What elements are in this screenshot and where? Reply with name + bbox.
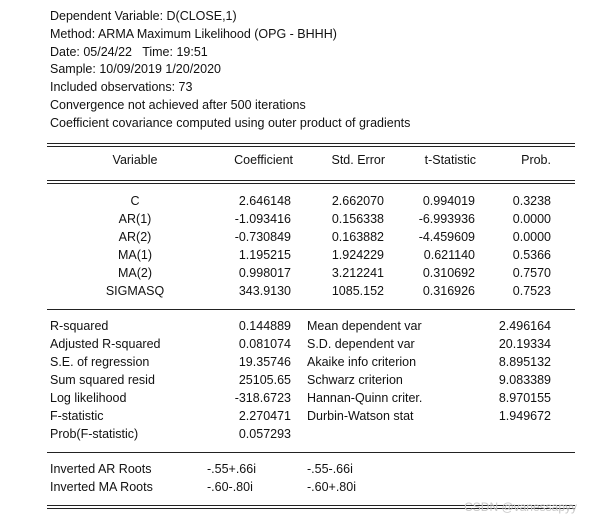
header-bottom-rule-2 (47, 183, 575, 184)
row-prob: 0.7570 (512, 266, 551, 280)
stats-bottom-rule (47, 452, 575, 453)
col-header-t-statistic: t-Statistic (424, 153, 476, 167)
row-variable: MA(1) (117, 248, 153, 262)
row-t-statistic: 0.316926 (422, 284, 475, 298)
stat-value: 1.949672 (498, 409, 551, 423)
stat-value: 8.970155 (498, 391, 551, 405)
stat-label: Prob(F-statistic) (50, 427, 139, 441)
row-prob: 0.7523 (512, 284, 551, 298)
row-t-statistic: 0.994019 (422, 194, 475, 208)
watermark: CSDN @vanessapyy (464, 500, 577, 514)
stat-label: Sum squared resid (50, 373, 155, 387)
coef-bottom-rule (47, 309, 575, 310)
stat-label: Durbin-Watson stat (307, 409, 414, 423)
row-std-error: 0.156338 (331, 212, 384, 226)
row-prob: 0.0000 (512, 212, 551, 226)
row-coefficient: 343.9130 (238, 284, 291, 298)
row-std-error: 3.212241 (331, 266, 384, 280)
row-variable: SIGMASQ (105, 284, 165, 298)
stat-value: 8.895132 (498, 355, 551, 369)
root-value: -.60+.80i (307, 480, 356, 494)
roots-label: Inverted MA Roots (50, 480, 153, 494)
stat-value: 19.35746 (238, 355, 291, 369)
stat-label: S.E. of regression (50, 355, 150, 369)
stat-label: Adjusted R-squared (50, 337, 161, 351)
row-coefficient: -1.093416 (234, 212, 291, 226)
row-variable: AR(1) (118, 212, 152, 226)
row-prob: 0.0000 (512, 230, 551, 244)
stat-label: F-statistic (50, 409, 104, 423)
row-coefficient: 0.998017 (238, 266, 291, 280)
stat-value: 0.081074 (238, 337, 291, 351)
header-bottom-rule (47, 180, 575, 181)
stat-label: Mean dependent var (307, 319, 422, 333)
row-variable: C (130, 194, 140, 208)
row-t-statistic: 0.621140 (423, 248, 475, 262)
stat-value: 2.270471 (238, 409, 291, 423)
root-value: -.55-.66i (307, 462, 353, 476)
row-variable: AR(2) (118, 230, 152, 244)
row-t-statistic: 0.310692 (422, 266, 475, 280)
row-t-statistic: -6.993936 (418, 212, 475, 226)
header-convergence: Convergence not achieved after 500 iterations (50, 97, 306, 112)
stat-value: 0.057293 (238, 427, 291, 441)
header-date-time: Date: 05/24/22 Time: 19:51 (50, 44, 208, 59)
stat-value: 20.19334 (498, 337, 551, 351)
stat-value: 0.144889 (238, 319, 291, 333)
row-std-error: 1.924229 (331, 248, 384, 262)
root-value: -.60-.80i (207, 480, 253, 494)
stat-value: 25105.65 (238, 373, 291, 387)
col-header-std-error: Std. Error (331, 153, 385, 167)
stat-label: Schwarz criterion (307, 373, 403, 387)
row-std-error: 0.163882 (331, 230, 384, 244)
stat-label: Log likelihood (50, 391, 127, 405)
table-top-rule (47, 143, 575, 144)
stat-label: R-squared (50, 319, 109, 333)
header-covariance: Coefficient covariance computed using outer product of gradients (50, 115, 411, 130)
row-std-error: 1085.152 (331, 284, 384, 298)
stat-value: 2.496164 (498, 319, 551, 333)
col-header-variable: Variable (112, 153, 158, 167)
col-header-prob: Prob. (521, 153, 551, 167)
col-header-coefficient: Coefficient (234, 153, 293, 167)
row-coefficient: -0.730849 (234, 230, 291, 244)
stat-label: S.D. dependent var (307, 337, 415, 351)
row-variable: MA(2) (117, 266, 153, 280)
row-prob: 0.5366 (512, 248, 551, 262)
row-std-error: 2.662070 (331, 194, 384, 208)
header-observations: Included observations: 73 (50, 80, 193, 95)
stat-value: 9.083389 (498, 373, 551, 387)
row-t-statistic: -4.459609 (418, 230, 475, 244)
row-coefficient: 1.195215 (238, 248, 291, 262)
header-method: Method: ARMA Maximum Likelihood (OPG - BHHH) (50, 26, 337, 41)
stat-label: Akaike info criterion (307, 355, 417, 369)
stat-label: Hannan-Quinn criter. (307, 391, 423, 405)
header-dependent-variable: Dependent Variable: D(CLOSE,1) (50, 9, 237, 23)
table-top-rule-2 (47, 146, 575, 147)
root-value: -.55+.66i (207, 462, 256, 476)
roots-label: Inverted AR Roots (50, 462, 152, 476)
stat-value: -318.6723 (234, 391, 291, 405)
header-sample: Sample: 10/09/2019 1/20/2020 (50, 62, 221, 77)
output-header (50, 8, 410, 133)
row-prob: 0.3238 (512, 194, 551, 208)
row-coefficient: 2.646148 (238, 194, 291, 208)
